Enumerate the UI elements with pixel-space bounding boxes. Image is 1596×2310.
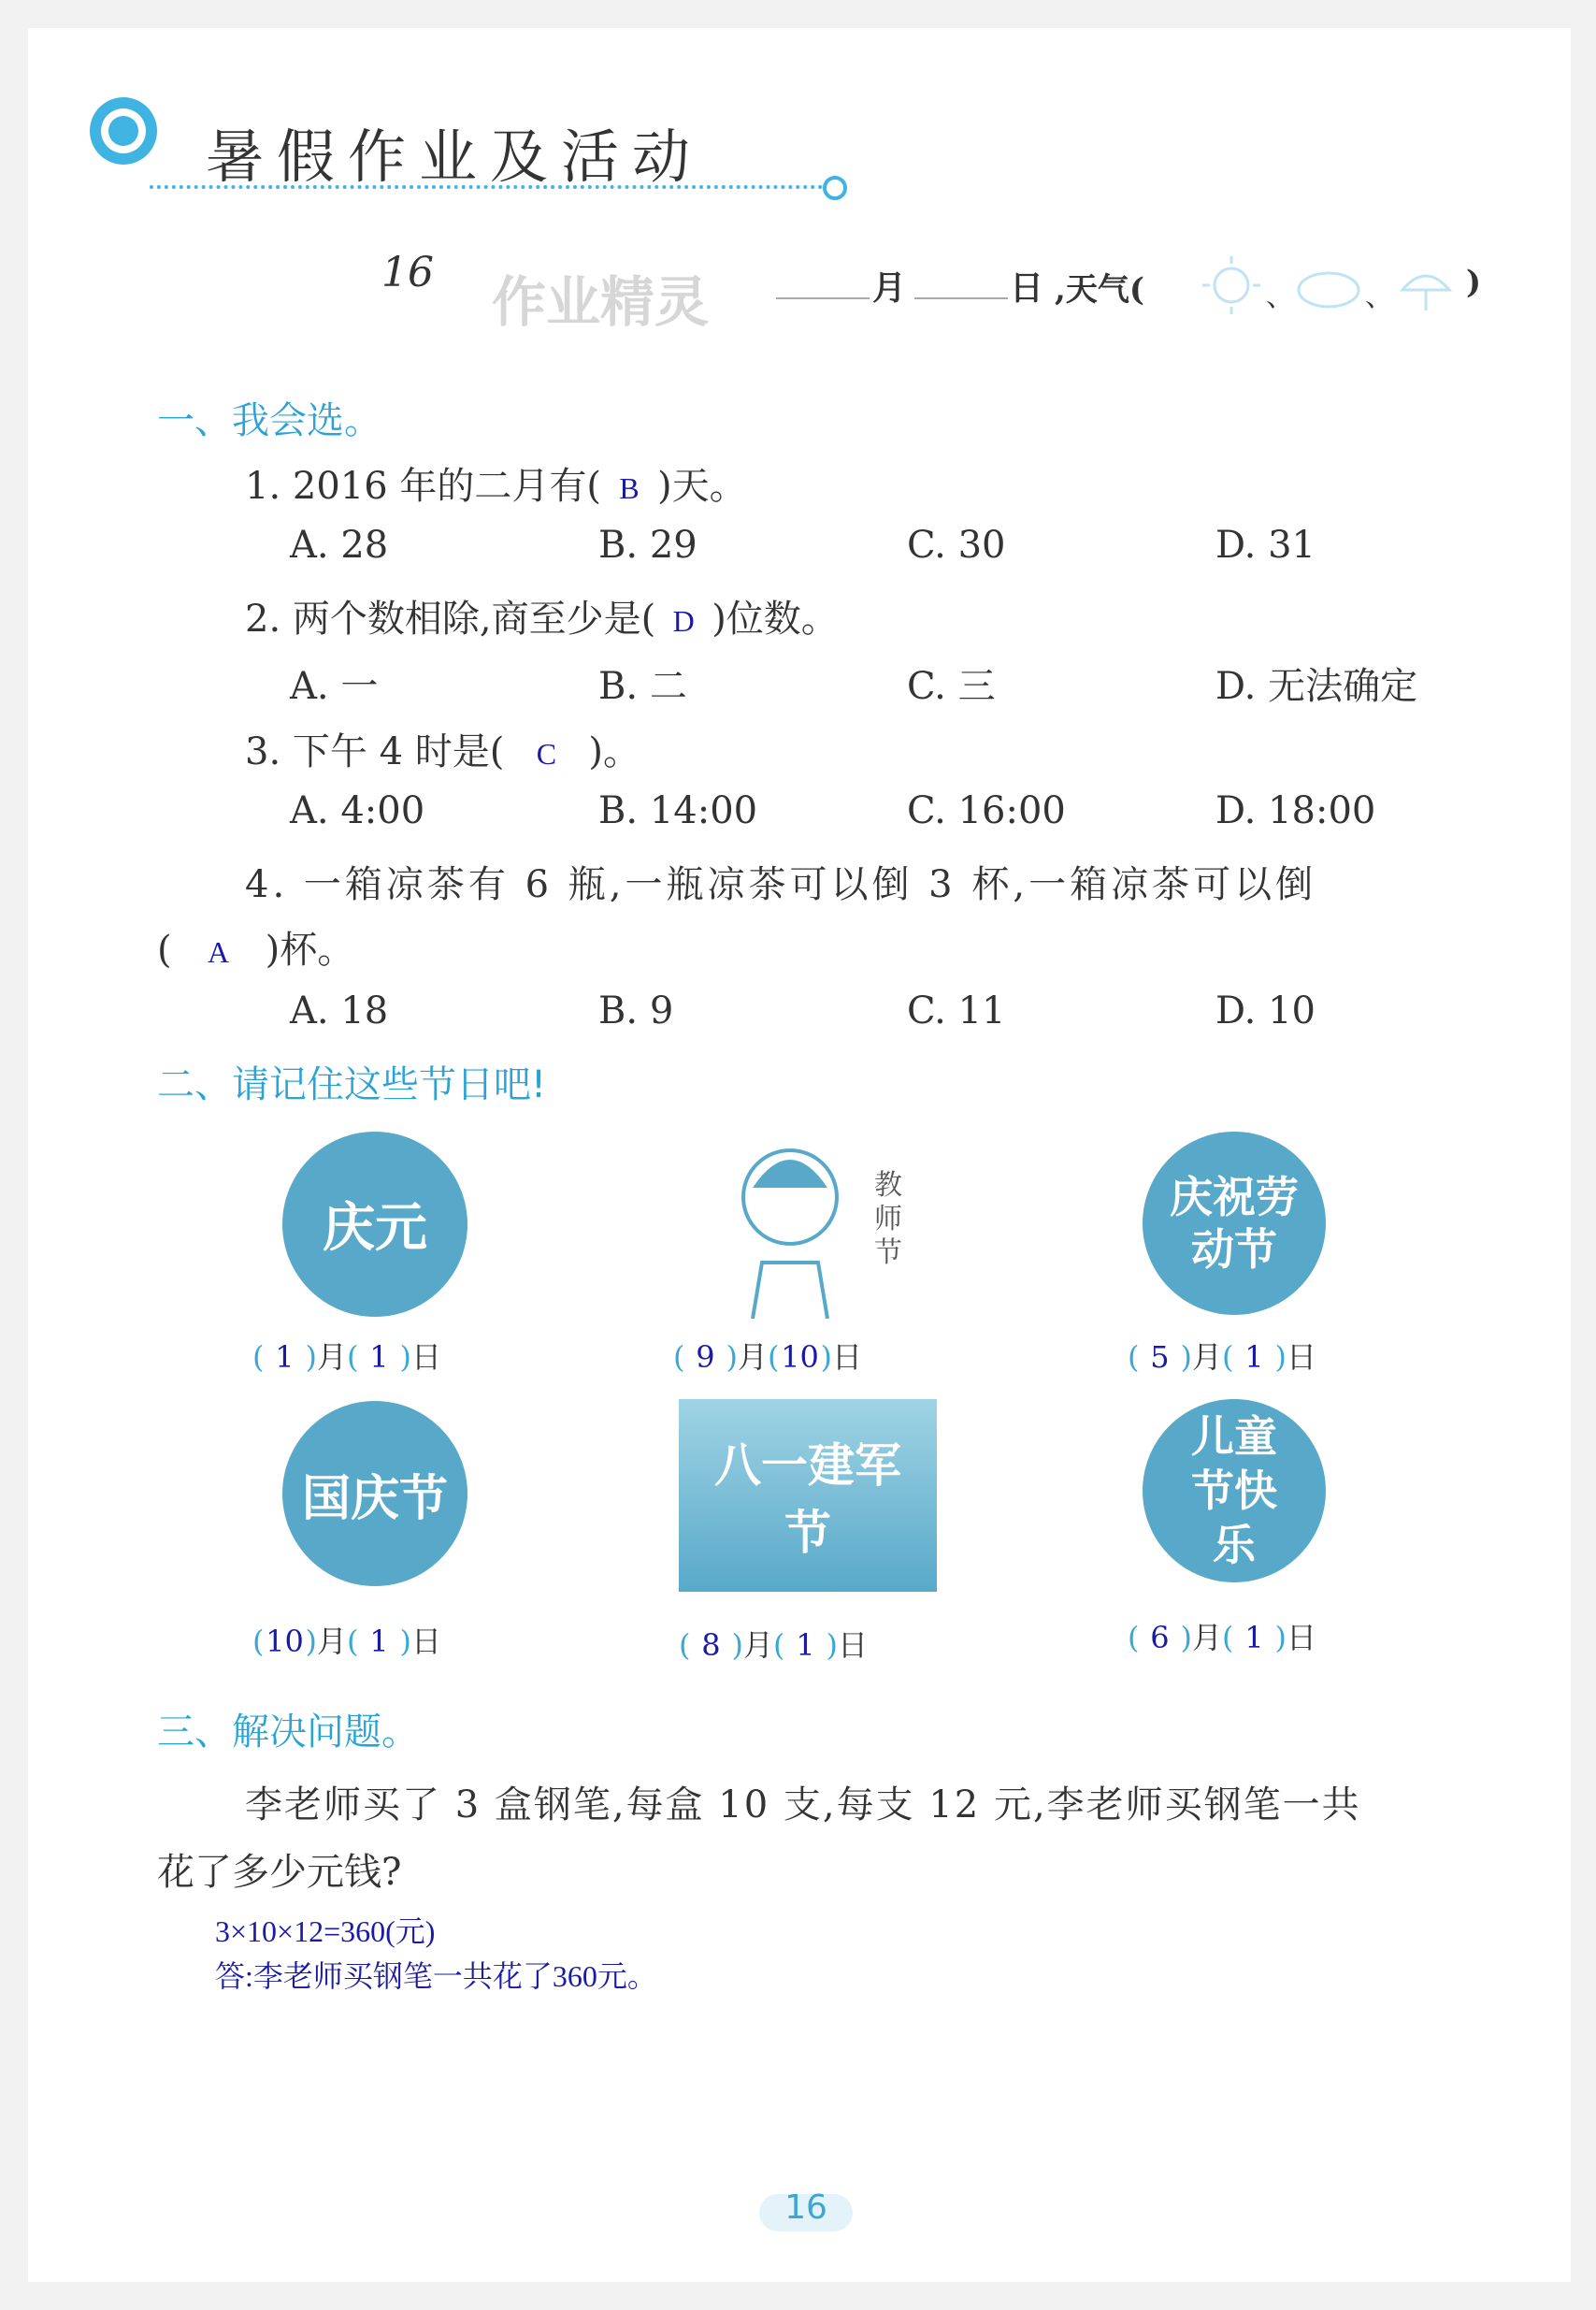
month-answer[interactable]: 1	[275, 1339, 295, 1375]
date-army-day: ( 8 )月( 1 )日	[679, 1627, 868, 1663]
question-3: 3. 下午 4 时是( C )。	[245, 730, 640, 773]
answer-1[interactable]: B	[619, 471, 640, 505]
separator-2: 、	[1365, 281, 1393, 313]
page-title: 暑假作业及活动	[206, 123, 704, 191]
date-new-year: ( 1 )月( 1 )日	[252, 1339, 441, 1375]
option-a: A. 18	[290, 989, 389, 1032]
date-labor-day: ( 5 )月( 1 )日	[1128, 1339, 1316, 1375]
option-a: A. 4:00	[290, 789, 425, 832]
sun-icon[interactable]	[1199, 253, 1264, 318]
badge-army-day: 八一建军节	[679, 1399, 937, 1592]
date-national-day: (10)月( 1 )日	[252, 1624, 441, 1659]
date-childrens-day: ( 6 )月( 1 )日	[1128, 1620, 1316, 1655]
day-label: 日	[1010, 268, 1044, 308]
cloud-icon[interactable]	[1294, 258, 1363, 314]
option-b: B. 9	[598, 989, 674, 1032]
month-answer[interactable]: 10	[266, 1624, 304, 1659]
month-answer[interactable]: 6	[1150, 1620, 1170, 1655]
day-blank[interactable]	[914, 297, 1008, 299]
answer-4[interactable]: A	[208, 935, 230, 969]
lesson-number: 16	[381, 249, 434, 296]
page-number: 16	[784, 2188, 827, 2227]
day-answer[interactable]: 1	[369, 1624, 389, 1659]
badge-new-year: 庆元	[282, 1132, 467, 1317]
option-b: B. 14:00	[598, 789, 758, 832]
worksheet-page	[28, 28, 1571, 2282]
target-icon	[86, 86, 170, 170]
month-blank[interactable]	[776, 297, 870, 299]
badge-teachers-day	[715, 1132, 940, 1319]
teacher-illustration	[715, 1132, 856, 1319]
option-b: B. 二	[598, 665, 687, 708]
option-d: D. 10	[1215, 989, 1316, 1032]
solution-equation[interactable]: 3×10×12=360(元)	[215, 1914, 436, 1948]
option-a: A. 一	[290, 665, 379, 708]
problem-line-1: 李老师买了 3 盒钢笔,每盒 10 支,每支 12 元,李老师买钢笔一共	[245, 1783, 1361, 1826]
option-c: C. 16:00	[907, 789, 1066, 832]
separator-1: 、	[1266, 281, 1294, 313]
section1-title: 一、我会选。	[157, 399, 381, 442]
badge-national-day: 国庆节	[282, 1401, 467, 1586]
day-answer[interactable]: 1	[1244, 1339, 1264, 1375]
weather-label: ,天气(	[1055, 271, 1144, 309]
date-teachers-day: ( 9 )月(10)日	[673, 1339, 862, 1375]
weather-close: )	[1466, 264, 1482, 301]
question-1: 1. 2016 年的二月有( B )天。	[245, 465, 747, 508]
option-a: A. 28	[290, 524, 389, 567]
day-answer[interactable]: 1	[796, 1627, 815, 1663]
badge-childrens-day: 儿童节快乐	[1143, 1399, 1326, 1582]
day-answer[interactable]: 10	[781, 1339, 819, 1375]
section3-title: 三、解决问题。	[157, 1711, 419, 1754]
option-d: D. 无法确定	[1215, 665, 1418, 708]
answer-3[interactable]: C	[536, 737, 557, 771]
option-d: D. 18:00	[1215, 789, 1376, 832]
teachers-day-label: 教师节	[874, 1169, 902, 1269]
title-line-end-dot	[823, 176, 847, 200]
watermark: 作业精灵	[492, 270, 710, 334]
day-answer[interactable]: 1	[369, 1339, 389, 1375]
question-2: 2. 两个数相除,商至少是( D )位数。	[245, 598, 839, 641]
question-4-line2: ( A )杯。	[157, 929, 355, 972]
option-c: C. 30	[907, 524, 1006, 567]
month-answer[interactable]: 5	[1150, 1339, 1170, 1375]
month-answer[interactable]: 9	[696, 1339, 715, 1375]
option-b: B. 29	[598, 524, 697, 567]
option-d: D. 31	[1215, 524, 1316, 567]
section2-title: 二、请记住这些节日吧!	[157, 1063, 547, 1106]
question-4: 4. 一箱凉茶有 6 瓶,一瓶凉茶可以倒 3 杯,一箱凉茶可以倒	[245, 863, 1317, 906]
day-answer[interactable]: 1	[1244, 1620, 1264, 1655]
option-c: C. 三	[907, 665, 996, 708]
answer-2[interactable]: D	[672, 604, 695, 638]
solution-answer[interactable]: 答:李老师买钢笔一共花了360元。	[215, 1959, 657, 1993]
title-dotted-line	[150, 185, 823, 189]
month-label: 月	[872, 268, 907, 308]
rain-icon[interactable]	[1393, 253, 1459, 318]
badge-labor-day: 庆祝劳动节	[1143, 1132, 1326, 1315]
month-answer[interactable]: 8	[701, 1627, 721, 1663]
option-c: C. 11	[907, 989, 1006, 1032]
problem-line-2: 花了多少元钱?	[157, 1851, 402, 1894]
